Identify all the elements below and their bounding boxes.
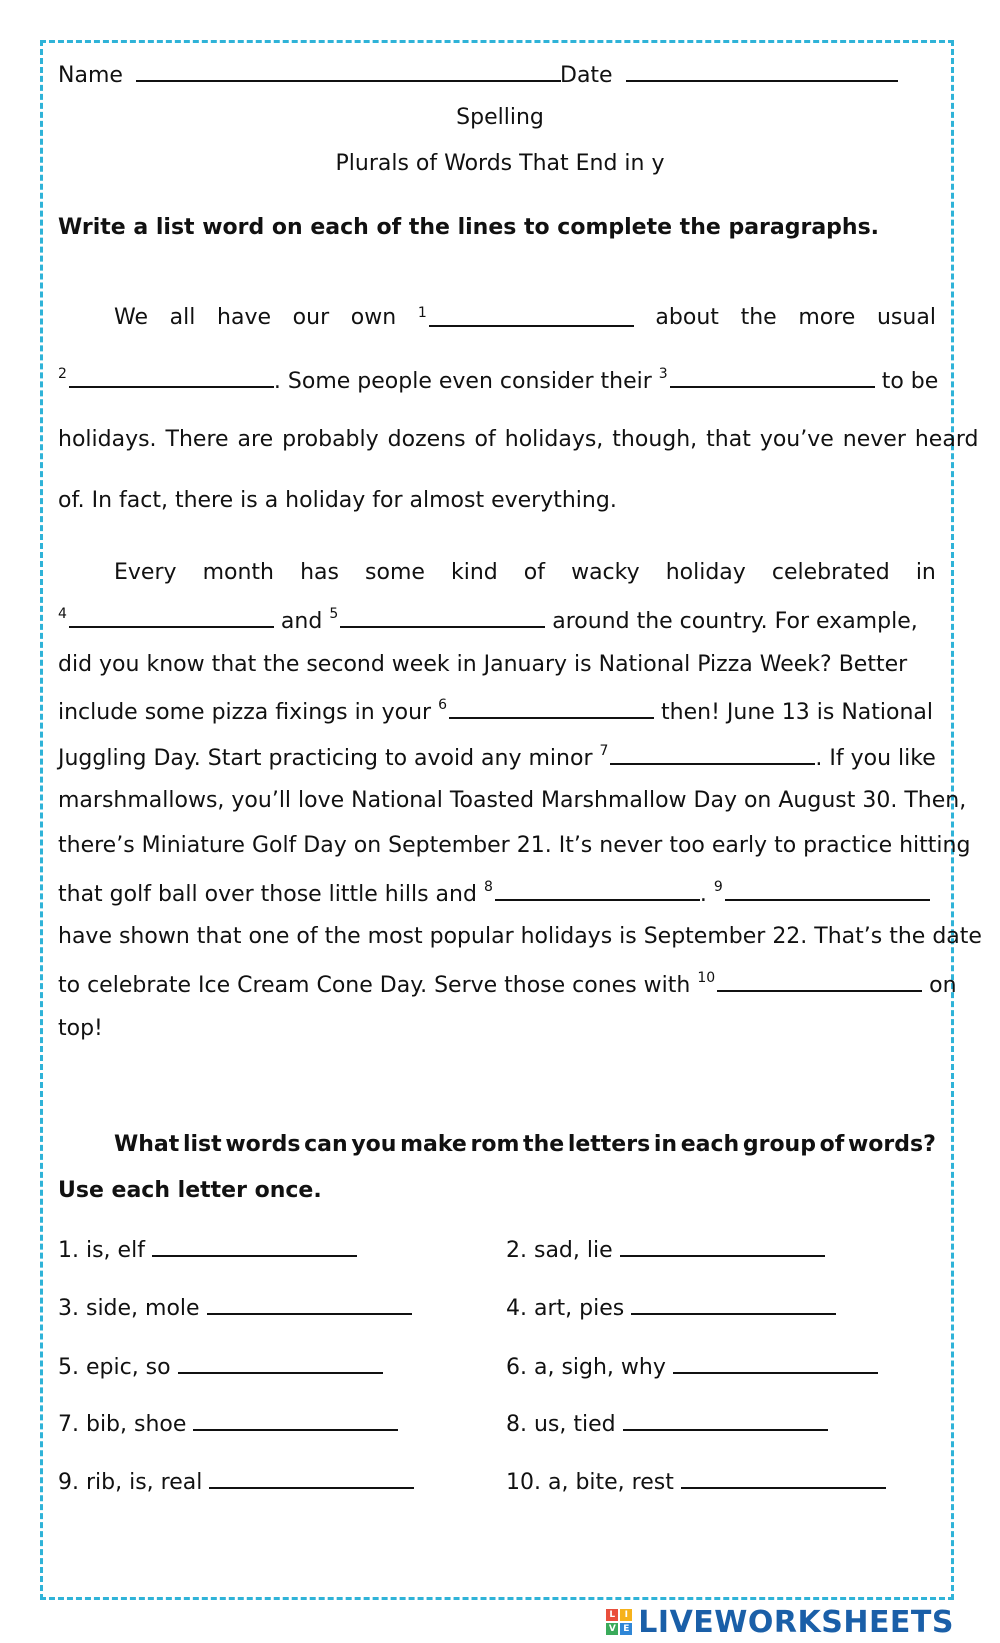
paragraph2-line1 [114,560,936,585]
word: Every [114,560,177,585]
blank-number: 9 [713,879,723,895]
blank-4-input[interactable] [69,606,274,628]
date-label: Date [560,63,613,88]
instructions-1: Write a list word on each of the lines to complete the paragraphs. [58,215,880,240]
text: that golf ball over those little hills and [58,882,477,907]
text: to celebrate Ice Cream Cone Day. Serve those cones with [58,973,691,998]
word: the [740,305,777,330]
paragraph2-line3: did you know that the second week in January is National Pizza Week? Better [58,652,908,677]
date-field [560,60,898,88]
exercise-8-input[interactable] [623,1409,828,1431]
logo-text: LIVEWORKSHEETS [638,1604,954,1640]
logo-letter: I [620,1609,632,1621]
logo-letter: V [606,1623,618,1635]
exercise-3 [58,1293,412,1321]
name-label: Name [58,63,123,88]
word: of [523,560,546,585]
word: the [523,1132,565,1157]
word: words [225,1132,301,1157]
exercise-7 [58,1409,398,1437]
word: more [798,305,856,330]
exercise-1-input[interactable] [152,1235,357,1257]
exercise-label: 7. bib, shoe [58,1412,187,1437]
paragraph1-line1 [114,305,936,333]
exercise-label: 9. rib, is, real [58,1470,203,1495]
blank-number: 10 [697,970,716,986]
text: and [280,609,323,634]
instructions-2-line1 [114,1132,936,1157]
word: some [365,560,425,585]
blank-1-input[interactable] [429,305,634,327]
exercise-7-input[interactable] [193,1409,398,1431]
exercise-6-input[interactable] [673,1352,878,1374]
word: kind [450,560,498,585]
word: all [169,305,196,330]
word: list [182,1132,222,1157]
exercise-9-input[interactable] [209,1467,414,1489]
exercise-1 [58,1235,357,1263]
blank-5-input[interactable] [340,606,545,628]
exercise-4-input[interactable] [631,1293,836,1315]
instructions-2-line2: Use each letter once. [58,1178,322,1203]
logo-letter: E [620,1623,632,1635]
exercise-9 [58,1467,414,1495]
blank-number: 3 [658,366,668,382]
paragraph1-line3: holidays. There are probably dozens of holidays, though, that you’ve never heard [58,427,979,452]
blank-number: 8 [483,879,493,895]
blank-10-input[interactable] [717,970,922,992]
text: . Some people even consider their [273,369,652,394]
logo-letter: L [606,1609,618,1621]
word: own [350,305,397,330]
paragraph2-line11: top! [58,1016,103,1041]
exercise-4 [506,1293,836,1321]
text: on [929,973,957,998]
exercise-3-input[interactable] [207,1293,412,1315]
paragraph2-line10 [58,970,957,998]
blank-number: 5 [329,606,339,622]
exercise-2 [506,1235,825,1263]
word: our [292,305,330,330]
exercise-label: 1. is, elf [58,1238,145,1263]
word: wacky [571,560,640,585]
blank-1 [418,305,634,333]
blank-8-input[interactable] [495,879,700,901]
name-input[interactable] [136,60,561,82]
blank-number: 1 [417,305,427,321]
blank-7-input[interactable] [610,743,815,765]
blank-number: 4 [58,606,67,622]
word: in [915,560,936,585]
paragraph2-line4 [58,697,936,725]
paragraph2-line9: have shown that one of the most popular holidays is September 22. That’s the date [58,924,982,949]
text: around the country. For example, [552,609,918,634]
exercise-8 [506,1409,828,1437]
text: to be [881,369,939,394]
text: . If you like [815,746,936,771]
text: . [699,882,707,907]
word: We [114,305,148,330]
liveworksheets-logo[interactable] [606,1605,954,1639]
exercise-10-input[interactable] [681,1467,886,1489]
exercise-label: 6. a, sigh, why [506,1355,666,1380]
word: What [114,1132,180,1157]
topic-title: Plurals of Words That End in y [335,151,665,176]
paragraph2-line7: there’s Miniature Golf Day on September 21. It’s never too early to practice hitting [58,833,971,858]
word: holiday [665,560,746,585]
word: about [655,305,719,330]
word: in [653,1132,678,1157]
exercise-10 [506,1467,886,1495]
exercise-5-input[interactable] [178,1352,383,1374]
word: each [680,1132,740,1157]
blank-9-input[interactable] [725,879,930,901]
word: group [742,1132,816,1157]
exercise-label: 10. a, bite, rest [506,1470,674,1495]
word: can [304,1132,348,1157]
exercise-label: 5. epic, so [58,1355,171,1380]
exercise-2-input[interactable] [620,1235,825,1257]
word: has [300,560,339,585]
word: you [351,1132,397,1157]
word: words? [847,1132,936,1157]
paragraph2-line2 [58,606,936,634]
word: celebrated [771,560,890,585]
subject-title: Spelling [456,105,544,130]
word: letters [567,1132,651,1157]
exercise-label: 8. us, tied [506,1412,616,1437]
exercise-label: 3. side, mole [58,1296,200,1321]
exercise-6 [506,1352,878,1380]
blank-2-input[interactable] [69,366,274,388]
word: month [202,560,274,585]
word: have [217,305,272,330]
exercise-label: 2. sad, lie [506,1238,613,1263]
blank-3-input[interactable] [670,366,875,388]
blank-number: 6 [438,697,448,713]
blank-number: 2 [58,366,67,382]
text: Juggling Day. Start practicing to avoid any minor [58,746,593,771]
blank-6-input[interactable] [449,697,654,719]
word: rom [470,1132,520,1157]
text: then! June 13 is National [661,700,934,725]
paragraph2-line5 [58,743,936,771]
paragraph2-line6: marshmallows, you’ll love National Toasted Marshmallow Day on August 30. Then, [58,788,967,813]
word: make [400,1132,467,1157]
text: include some pizza fixings in your [58,700,432,725]
exercise-5 [58,1352,383,1380]
word: usual [876,305,936,330]
blank-number: 7 [599,743,609,759]
paragraph2-line8 [58,879,936,907]
date-input[interactable] [626,60,898,82]
paragraph1-line2 [58,366,939,394]
logo-mark-icon [606,1609,632,1635]
exercise-label: 4. art, pies [506,1296,625,1321]
paragraph1-line4: of. In fact, there is a holiday for almost everything. [58,488,617,513]
word: of [819,1132,845,1157]
name-field [58,60,561,88]
